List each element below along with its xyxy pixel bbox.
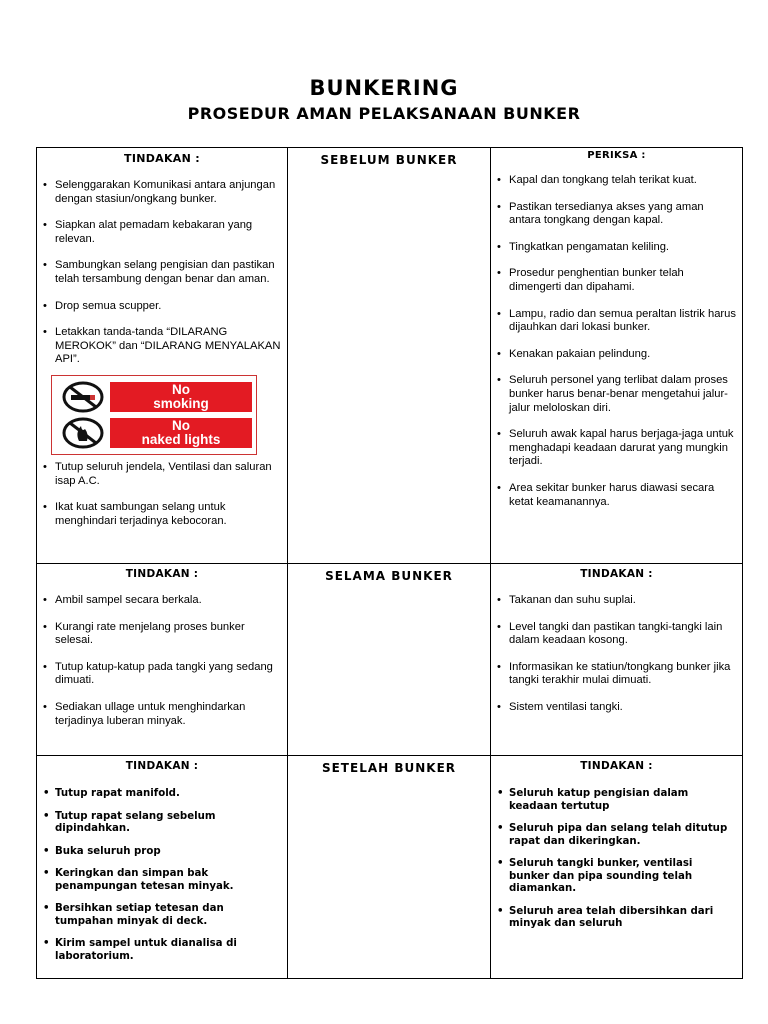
- list-item: • Seluruh area telah dibersihkan dari minyak dan seluruh: [497, 906, 736, 931]
- during-checks-header: TINDAKAN :: [580, 568, 653, 580]
- list-item: • Seluruh tangki bunker, ventilasi bunker dan pipa sounding telah diamankan.: [497, 858, 736, 896]
- list-item: • Seluruh personel yang terlibat dalam proses bunker harus benar-benar mengetahui jalur-jalur meloloskan diri.: [497, 374, 736, 415]
- before-bunker-header: SEBELUM BUNKER: [320, 153, 458, 167]
- before-actions-list: [37, 179, 287, 367]
- list-item: • Tutup rapat selang sebelum dipindahkan.: [43, 811, 281, 836]
- sign-row-no-smoking: [56, 380, 252, 414]
- list-item: • Sambungkan selang pengisian dan pastikan telah tersambung dengan benar dan aman.: [43, 259, 281, 286]
- list-item: • Pastikan tersedianya akses yang aman antara tongkang dengan kapal.: [497, 201, 736, 228]
- after-actions-list: [37, 788, 287, 963]
- section-during-bunker: [37, 564, 743, 756]
- before-actions-list-continued: [37, 461, 287, 528]
- list-item: • Sistem ventilasi tangki.: [497, 701, 736, 715]
- during-checks-list: [491, 594, 742, 715]
- procedure-table: [36, 147, 743, 979]
- list-item: • Buka seluruh prop: [43, 846, 281, 859]
- during-bunker-cell: [288, 564, 491, 756]
- list-item: • Siapkan alat pemadam kebakaran yang relevan.: [43, 219, 281, 246]
- during-bunker-header: SELAMA BUNKER: [325, 569, 453, 583]
- list-item: • Area sekitar bunker harus diawasi secara ketat keamanannya.: [497, 482, 736, 509]
- list-item: • Tingkatkan pengamatan keliling.: [497, 241, 736, 255]
- list-item: • Informasikan ke statiun/tongkang bunker jika tangki terakhir mulai dimuati.: [497, 661, 736, 688]
- list-item: • Kurangi rate menjelang proses bunker selesai.: [43, 621, 281, 648]
- list-item: • Letakkan tanda-tanda “DILARANG MEROKOK” dan “DILARANG MENYALAKAN API”.: [43, 326, 281, 367]
- during-actions-list: [37, 594, 287, 728]
- list-item: • Tutup rapat manifold.: [43, 788, 281, 801]
- list-item: • Seluruh awak kapal harus berjaga-jaga untuk menghadapi keadaan darurat yang mungkin terjadi.: [497, 428, 736, 469]
- before-checks-list: [491, 174, 742, 509]
- sign-word: naked lights: [141, 431, 221, 447]
- before-actions-cell: [37, 148, 288, 564]
- list-item: • Kirim sampel untuk dianalisa di laboratorium.: [43, 938, 281, 963]
- after-checks-header: TINDAKAN :: [580, 760, 653, 772]
- no-smoking-icon: [56, 380, 110, 414]
- no-flame-icon: [56, 416, 110, 450]
- after-actions-cell: [37, 756, 288, 979]
- after-actions-header: TINDAKAN :: [125, 760, 199, 772]
- after-bunker-cell: [288, 756, 491, 979]
- during-actions-header: TINDAKAN :: [125, 568, 199, 580]
- during-actions-cell: [37, 564, 288, 756]
- sign-word: No: [172, 382, 190, 398]
- list-item: • Selenggarakan Komunikasi antara anjungan dengan stasiun/ongkang bunker.: [43, 179, 281, 206]
- before-actions-header: TINDAKAN :: [124, 152, 200, 165]
- list-item: • Ambil sampel secara berkala.: [43, 594, 281, 608]
- no-smoking-sign: [51, 375, 257, 455]
- after-checks-cell: [491, 756, 743, 979]
- document-subtitle: PROSEDUR AMAN PELAKSANAAN BUNKER: [187, 104, 581, 123]
- section-after-bunker: [37, 756, 743, 979]
- list-item: • Keringkan dan simpan bak penampungan tetesan minyak.: [43, 868, 281, 893]
- list-item: • Sediakan ullage untuk menghindarkan terjadinya luberan minyak.: [43, 701, 281, 728]
- during-checks-cell: [491, 564, 743, 756]
- list-item: • Tutup seluruh jendela, Ventilasi dan saluran isap A.C.: [43, 461, 281, 488]
- list-item: • Ikat kuat sambungan selang untuk menghindari terjadinya kebocoran.: [43, 501, 281, 528]
- sign-text-no-smoking: [110, 382, 252, 412]
- list-item: • Kenakan pakaian pelindung.: [497, 348, 736, 362]
- sign-text-no-naked-lights: [110, 418, 252, 448]
- before-bunker-cell: [288, 148, 491, 564]
- before-checks-header: PERIKSA :: [587, 150, 646, 161]
- sign-word: No: [172, 418, 190, 434]
- before-checks-cell: [491, 148, 743, 564]
- list-item: • Kapal dan tongkang telah terikat kuat.: [497, 174, 736, 188]
- document-title: BUNKERING: [309, 76, 459, 100]
- list-item: • Bersihkan setiap tetesan dan tumpahan minyak di deck.: [43, 903, 281, 928]
- list-item: • Level tangki dan pastikan tangki-tangki lain dalam keadaan kosong.: [497, 621, 736, 648]
- list-item: • Takanan dan suhu suplai.: [497, 594, 736, 608]
- sign-row-no-naked-lights: [56, 416, 252, 450]
- after-bunker-header: SETELAH BUNKER: [321, 761, 457, 775]
- list-item: • Seluruh pipa dan selang telah ditutup rapat dan dikeringkan.: [497, 823, 736, 848]
- sign-word: smoking: [153, 395, 209, 411]
- after-checks-list: [491, 788, 742, 931]
- section-before-bunker: [37, 148, 743, 564]
- list-item: • Lampu, radio dan semua peraltan listrik harus dijauhkan dari lokasi bunker.: [497, 308, 736, 335]
- list-item: • Seluruh katup pengisian dalam keadaan tertutup: [497, 788, 736, 813]
- list-item: • Drop semua scupper.: [43, 300, 281, 314]
- list-item: • Prosedur penghentian bunker telah dimengerti dan dipahami.: [497, 267, 736, 294]
- list-item: • Tutup katup-katup pada tangki yang sedang dimuati.: [43, 661, 281, 688]
